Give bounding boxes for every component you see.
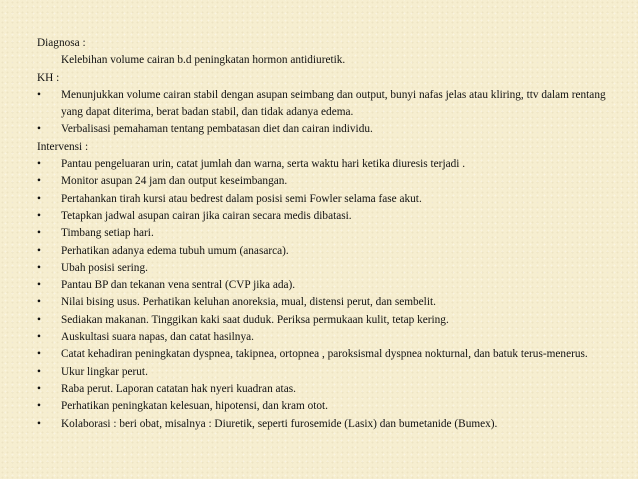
intervensi-item bbox=[37, 277, 612, 294]
intervensi-item-text: Nilai bising usus. Perhatikan keluhan anoreksia, mual, distensi perut, dan sembelit. bbox=[61, 296, 436, 309]
intervensi-item bbox=[37, 260, 612, 277]
intervensi-item bbox=[37, 156, 612, 173]
intervensi-item-text: Perhatikan peningkatan kelesuan, hipotensi, dan kram otot. bbox=[61, 400, 328, 413]
intervensi-item-text: Ukur lingkar perut. bbox=[61, 365, 148, 378]
intervensi-item bbox=[37, 225, 612, 242]
bullet-icon: • bbox=[37, 192, 41, 205]
bullet-icon: • bbox=[37, 88, 41, 101]
bullet-icon: • bbox=[37, 158, 41, 171]
kh-item-text: Verbalisasi pemahaman tentang pembatasan diet dan cairan individu. bbox=[61, 123, 373, 136]
bullet-icon: • bbox=[37, 279, 41, 292]
bullet-icon: • bbox=[37, 261, 41, 274]
intervensi-item-text: Tetapkan jadwal asupan cairan jika cairan secara medis dibatasi. bbox=[61, 209, 352, 222]
diagnosa-text: Kelebihan volume cairan b.d peningkatan hormon antidiuretik. bbox=[61, 54, 346, 67]
intervensi-item bbox=[37, 208, 612, 225]
intervensi-list bbox=[37, 156, 612, 433]
bullet-icon: • bbox=[37, 331, 41, 344]
bullet-icon: • bbox=[37, 417, 41, 430]
intervensi-item-text: Monitor asupan 24 jam dan output keseimbangan. bbox=[61, 175, 288, 188]
intervensi-item-text: Raba perut. Laporan catatan hak nyeri kuadran atas. bbox=[61, 382, 296, 395]
bullet-icon: • bbox=[37, 227, 41, 240]
intervensi-item-text: Kolaborasi : beri obat, misalnya : Diuretik, seperti furosemide (Lasix) dan bumetanide (Bumex). bbox=[61, 417, 498, 430]
bullet-icon: • bbox=[37, 175, 41, 188]
intervensi-item bbox=[37, 329, 612, 346]
intervensi-item-text: Timbang setiap hari. bbox=[61, 227, 154, 240]
slide-content bbox=[37, 35, 612, 433]
bullet-icon: • bbox=[37, 244, 41, 257]
bullet-icon: • bbox=[37, 382, 41, 395]
intervensi-item bbox=[37, 294, 612, 311]
bullet-icon: • bbox=[37, 348, 41, 361]
intervensi-item bbox=[37, 416, 612, 433]
intervensi-item-text: Ubah posisi sering. bbox=[61, 261, 148, 274]
intervensi-heading: Intervensi : bbox=[37, 140, 89, 153]
intervensi-item bbox=[37, 173, 612, 190]
kh-item bbox=[37, 121, 612, 138]
intervensi-item-text: Perhatikan adanya edema tubuh umum (anasarca). bbox=[61, 244, 289, 257]
bullet-icon: • bbox=[37, 296, 41, 309]
intervensi-item bbox=[37, 381, 612, 398]
intervensi-item-text: Pantau BP dan tekanan vena sentral (CVP jika ada). bbox=[61, 279, 296, 292]
intervensi-item-text: Sediakan makanan. Tinggikan kaki saat duduk. Periksa permukaan kulit, tetap kering. bbox=[61, 313, 449, 326]
bullet-icon: • bbox=[37, 209, 41, 222]
bullet-icon: • bbox=[37, 313, 41, 326]
intervensi-item-text: Catat kehadiran peningkatan dyspnea, takipnea, ortopnea , paroksismal dyspnea nokturnal, dan batuk terus-menerus. bbox=[61, 348, 588, 361]
intervensi-item bbox=[37, 243, 612, 260]
intervensi-item bbox=[37, 364, 612, 381]
intervensi-item-text: Pertahankan tirah kursi atau bedrest dalam posisi semi Fowler selama fase akut. bbox=[61, 192, 422, 205]
kh-item-text: Menunjukkan volume cairan stabil dengan asupan seimbang dan output, bunyi nafas jelas atau kliring, ttv dalam rentang yang dapat diterima, berat badan stabil, dan tidak adanya edema. bbox=[61, 88, 606, 119]
bullet-icon: • bbox=[37, 123, 41, 136]
intervensi-item-text: Auskultasi suara napas, dan catat hasilnya. bbox=[61, 331, 254, 344]
intervensi-item-text: Pantau pengeluaran urin, catat jumlah dan warna, serta waktu hari ketika diuresis terjadi . bbox=[61, 158, 466, 171]
diagnosa-heading: Diagnosa : bbox=[37, 37, 86, 49]
kh-heading: KH : bbox=[37, 71, 60, 84]
intervensi-item bbox=[37, 191, 612, 208]
bullet-icon: • bbox=[37, 365, 41, 378]
intervensi-item bbox=[37, 312, 612, 329]
kh-item bbox=[37, 87, 612, 122]
intervensi-item bbox=[37, 398, 612, 415]
intervensi-item bbox=[37, 346, 612, 363]
bullet-icon: • bbox=[37, 400, 41, 413]
